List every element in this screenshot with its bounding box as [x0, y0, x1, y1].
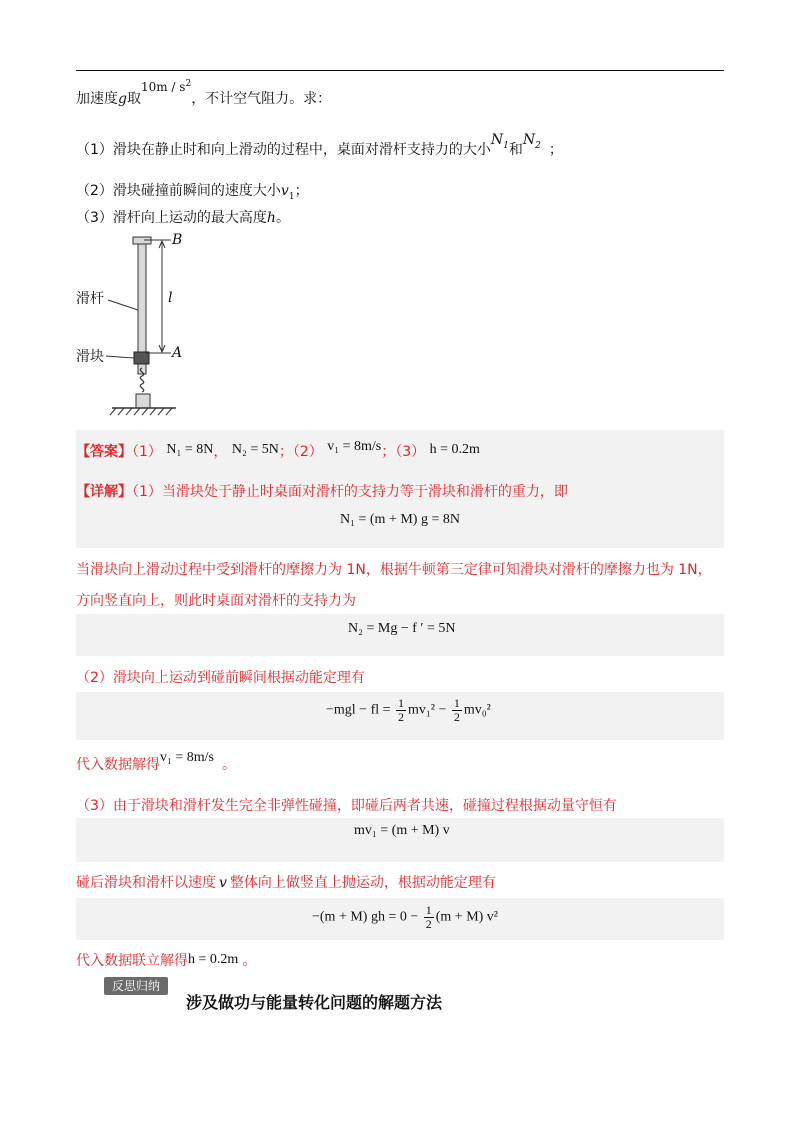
g-value: $10m / s^2$ — [140, 79, 192, 94]
answer-line: 【答案】（1） N₁ = 8N， N₂ = 5N；（2） v₁ = 8m/s；（3） h = 0.2m — [76, 439, 480, 460]
equation-5: −(m + M) gh = 0 − $\frac{1}{2}$ (m + M) v² — [312, 903, 499, 931]
section-title: 涉及做功与能量转化问题的解题方法 — [186, 993, 443, 1012]
rod-diagram — [76, 230, 206, 420]
question-1: （1）滑块在静止时和向上滑动的过程中，桌面对滑杆支持力的大小$N_1$和$N_2$ ； — [76, 132, 563, 158]
detail-step-3: 方向竖直向上，则此时桌面对滑杆的支持力为 — [76, 593, 356, 609]
n2-symbol: $N_2$ — [522, 132, 541, 151]
detail-step-6: （3）由于滑块和滑杆发生完全非弹性碰撞，即碰后两者共速，碰撞过程根据动量守恒有 — [76, 798, 617, 814]
n1-symbol: $N_1$ — [490, 132, 509, 151]
label-l: l — [168, 290, 173, 306]
detail-step-8: 代入数据联立解得h = 0.2m 。 — [76, 952, 257, 969]
given-acceleration-line: 加速度g取$10m / s^2$，不计空气阻力。求： — [76, 79, 332, 107]
equation-4: mv₁ = (m + M) v — [354, 823, 450, 838]
equation-1: N₁ = (m + M) g = 8N — [340, 512, 460, 527]
fraction-half: $\frac{1}{2}$ — [453, 696, 460, 724]
slider-rod-figure — [76, 230, 206, 420]
equation-2: N₂ = Mg − f ′ = 5N — [348, 621, 456, 636]
fraction-half: $\frac{1}{2}$ — [425, 903, 432, 931]
fraction-half: $\frac{1}{2}$ — [398, 696, 405, 724]
label-b: B — [172, 232, 183, 248]
label-a: A — [172, 345, 183, 361]
label-rod: 滑杆 — [76, 291, 104, 307]
detail-step-1: 【详解】（1）当滑块处于静止时桌面对滑杆的支持力等于滑块和滑杆的重力，即 — [76, 484, 568, 500]
section-tag: 反思归纳 — [104, 977, 168, 994]
label-block: 滑块 — [76, 349, 104, 365]
detail-step-4: （2）滑块向上运动到碰前瞬间根据动能定理有 — [76, 670, 365, 686]
top-rule — [76, 70, 724, 71]
question-3: （3）滑杆向上运动的最大高度h。 — [76, 210, 290, 226]
detail-step-7: 碰后滑块和滑杆以速度 v 整体向上做竖直上抛运动，根据动能定理有 — [76, 875, 496, 891]
question-2: （2）滑块碰撞前瞬间的速度大小$v_1$； — [76, 183, 309, 202]
detail-step-5: 代入数据解得v₁ = 8m/s 。 — [76, 750, 237, 773]
equation-3: −mgl − fl = $\frac{1}{2}$ mv₁² − $\frac{1}{2}$ mv₀² — [326, 696, 491, 724]
detail-step-2: 当滑块向上滑动过程中受到滑杆的摩擦力为 1N，根据牛顿第三定律可知滑块对滑杆的摩擦力也为 1N， — [76, 562, 712, 578]
